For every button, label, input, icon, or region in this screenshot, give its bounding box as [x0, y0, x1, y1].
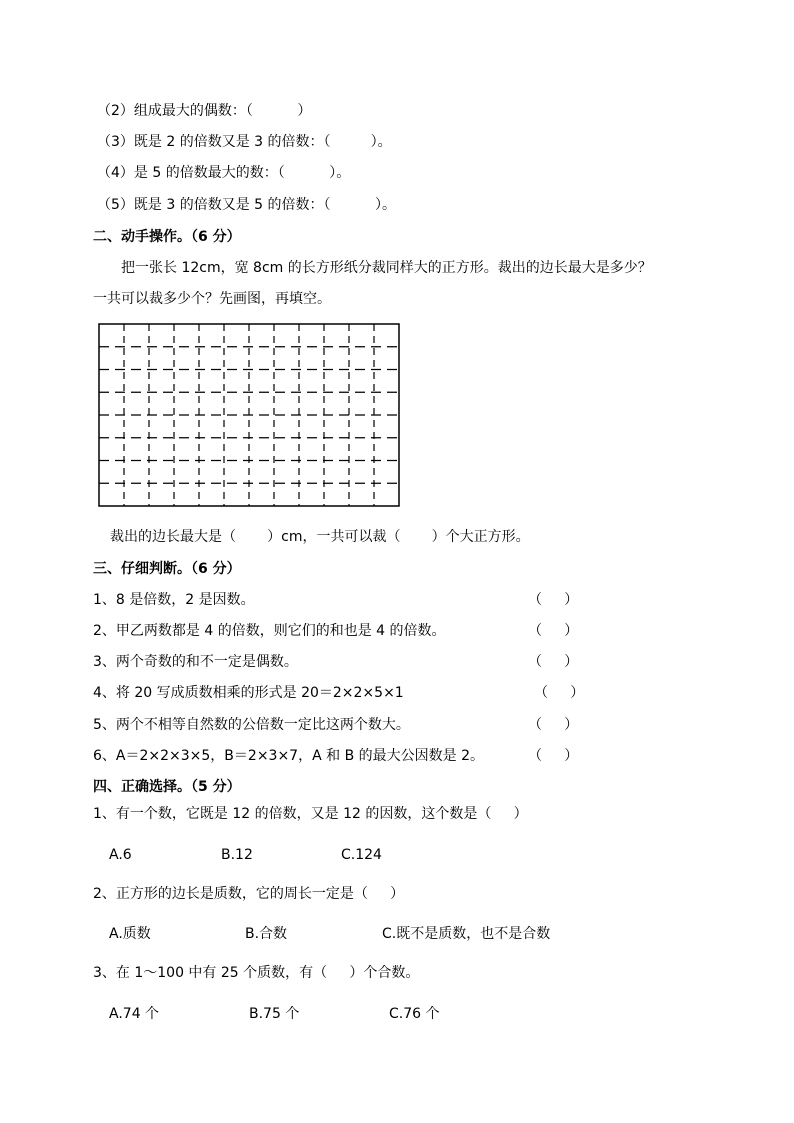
judge-answer-6[interactable]: （ ） — [528, 748, 579, 764]
section-4-heading: 四、正确选择。（5 分） — [93, 779, 241, 795]
choice-option-3a[interactable]: A.74 个 — [109, 1006, 160, 1022]
section-2-heading: 二、动手操作。（6 分） — [93, 229, 241, 245]
choice-option-3b[interactable]: B.75 个 — [249, 1006, 300, 1022]
fill-item-2: （2）组成最大的偶数：（ ） — [97, 103, 312, 119]
choice-question-3: 3、在 1～100 中有 25 个质数，有（ ）个合数。 — [93, 965, 420, 981]
choice-question-1: 1、有一个数，它既是 12 的倍数，又是 12 的因数，这个数是（ ） — [93, 806, 528, 822]
drawing-grid — [97, 322, 401, 508]
judge-answer-4[interactable]: （ ） — [534, 685, 585, 701]
judge-item-6: 6、A＝2×2×3×5，B＝2×3×7，A 和 B 的最大公因数是 2。 — [93, 748, 484, 764]
judge-item-1: 1、8 是倍数，2 是因数。 — [93, 592, 255, 608]
judge-item-4: 4、将 20 写成质数相乘的形式是 20＝2×2×5×1 — [93, 685, 404, 701]
choice-option-1a[interactable]: A.6 — [109, 847, 132, 863]
choice-option-1c[interactable]: C.124 — [341, 847, 382, 863]
section-2-prompt-line-2: 一共可以裁多少个？先画图，再填空。 — [93, 291, 331, 307]
choice-question-2: 2、正方形的边长是质数，它的周长一定是（ ） — [93, 886, 405, 902]
section-2-fill-line: 裁出的边长最大是（ ）cm，一共可以裁（ ）个大正方形。 — [110, 529, 530, 545]
judge-answer-5[interactable]: （ ） — [528, 717, 579, 733]
choice-option-3c[interactable]: C.76 个 — [389, 1006, 440, 1022]
fill-item-5: （5）既是 3 的倍数又是 5 的倍数：（ ）。 — [97, 197, 397, 213]
section-3-heading: 三、仔细判断。（6 分） — [93, 561, 241, 577]
choice-option-2c[interactable]: C.既不是质数，也不是合数 — [382, 926, 551, 942]
judge-item-2: 2、甲乙两数都是 4 的倍数，则它们的和也是 4 的倍数。 — [93, 623, 446, 639]
judge-answer-1[interactable]: （ ） — [528, 592, 579, 608]
choice-option-2b[interactable]: B.合数 — [245, 926, 288, 942]
judge-item-3: 3、两个奇数的和不一定是偶数。 — [93, 654, 298, 670]
fill-item-4: （4）是 5 的倍数最大的数：（ ）。 — [97, 165, 351, 181]
fill-item-3: （3）既是 2 的倍数又是 3 的倍数：（ ）。 — [97, 134, 392, 150]
choice-option-2a[interactable]: A.质数 — [109, 926, 151, 942]
judge-answer-2[interactable]: （ ） — [528, 623, 579, 639]
section-2-prompt-line-1: 把一张长 12cm，宽 8cm 的长方形纸分裁同样大的正方形。裁出的边长最大是多少？ — [121, 260, 652, 276]
judge-item-5: 5、两个不相等自然数的公倍数一定比这两个数大。 — [93, 717, 410, 733]
judge-answer-3[interactable]: （ ） — [528, 654, 579, 670]
choice-option-1b[interactable]: B.12 — [221, 847, 253, 863]
